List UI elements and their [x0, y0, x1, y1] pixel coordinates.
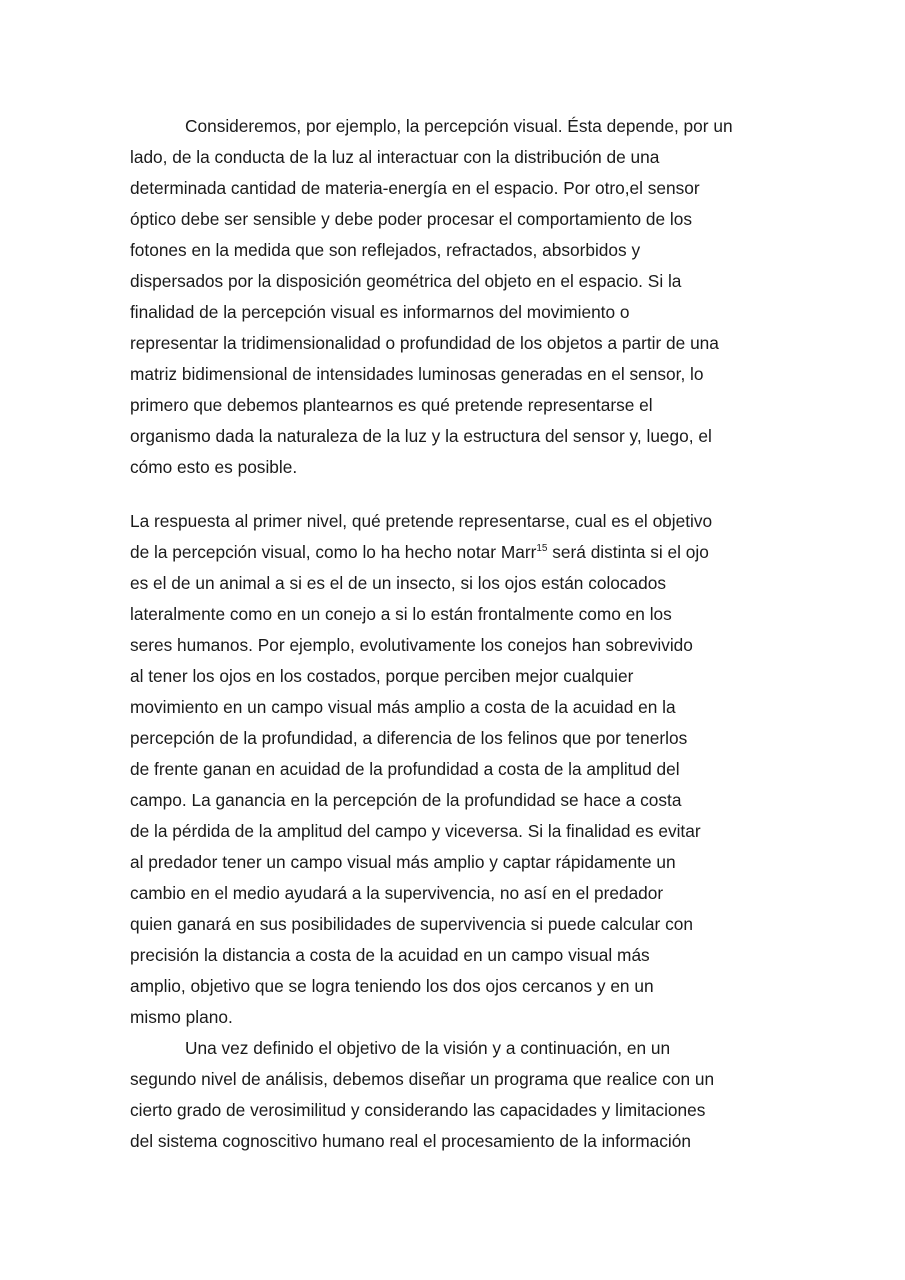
text-line: de la pérdida de la amplitud del campo y viceversa. Si la finalidad es evitar: [130, 821, 701, 841]
text-line: La respuesta al primer nivel, qué pretende representarse, cual es el objetivo: [130, 511, 713, 531]
text-line: precisión la distancia a costa de la acuidad en un campo visual más: [130, 945, 650, 965]
text-line: seres humanos. Por ejemplo, evolutivamente los conejos han sobrevivido: [130, 635, 693, 655]
text-line: cómo esto es posible.: [130, 457, 298, 477]
text-fragment: será distinta si el ojo: [547, 542, 709, 562]
text-line: al predador tener un campo visual más amplio y captar rápidamente un: [130, 852, 676, 872]
text-line: representar la tridimensionalidad o profundidad de los objetos a partir de una: [130, 333, 719, 353]
text-line: Consideremos, por ejemplo, la percepción visual. Ésta depende, por un: [185, 116, 733, 136]
text-line: del sistema cognoscitivo humano real el procesamiento de la información: [130, 1131, 691, 1151]
paragraph-first-level: [130, 506, 790, 1157]
text-line: es el de un animal a si es el de un insecto, si los ojos están colocados: [130, 573, 667, 593]
text-line: campo. La ganancia en la percepción de la profundidad se hace a costa: [130, 790, 682, 810]
text-fragment: de la percepción visual, como lo ha hecho notar Marr: [130, 542, 537, 562]
text-line: de frente ganan en acuidad de la profundidad a costa de la amplitud del: [130, 759, 680, 779]
text-line: Una vez definido el objetivo de la visión y a continuación, en un: [185, 1038, 671, 1058]
text-line: cambio en el medio ayudará a la supervivencia, no así en el predador: [130, 883, 664, 903]
text-line-with-footnote: [130, 537, 790, 568]
text-line: percepción de la profundidad, a diferencia de los felinos que por tenerlos: [130, 728, 688, 748]
text-line: quien ganará en sus posibilidades de supervivencia si puede calcular con: [130, 914, 693, 934]
text-line: óptico debe ser sensible y debe poder procesar el comportamiento de los: [130, 209, 692, 229]
text-line: primero que debemos plantearnos es qué pretende representarse el: [130, 395, 653, 415]
text-line: finalidad de la percepción visual es informarnos del movimiento o: [130, 302, 630, 322]
text-line: segundo nivel de análisis, debemos diseñar un programa que realice con un: [130, 1069, 715, 1089]
footnote-reference[interactable]: 15: [536, 543, 548, 554]
text-line: al tener los ojos en los costados, porque perciben mejor cualquier: [130, 666, 634, 686]
text-line: matriz bidimensional de intensidades luminosas generadas en el sensor, lo: [130, 364, 704, 384]
text-line: amplio, objetivo que se logra teniendo los dos ojos cercanos y en un: [130, 976, 654, 996]
text-line: organismo dada la naturaleza de la luz y la estructura del sensor y, luego, el: [130, 426, 712, 446]
text-line: mismo plano.: [130, 1007, 233, 1027]
text-line: lado, de la conducta de la luz al interactuar con la distribución de una: [130, 147, 660, 167]
text-line: dispersados por la disposición geométrica del objeto en el espacio. Si la: [130, 271, 682, 291]
text-line: determinada cantidad de materia-energía en el espacio. Por otro,el sensor: [130, 178, 700, 198]
text-line: cierto grado de verosimilitud y considerando las capacidades y limitaciones: [130, 1100, 706, 1120]
text-line: lateralmente como en un conejo a si lo están frontalmente como en los: [130, 604, 672, 624]
text-line: fotones en la medida que son reflejados, refractados, absorbidos y: [130, 240, 641, 260]
text-line: movimiento en un campo visual más amplio a costa de la acuidad en la: [130, 697, 676, 717]
paragraph-perception: [130, 111, 790, 483]
